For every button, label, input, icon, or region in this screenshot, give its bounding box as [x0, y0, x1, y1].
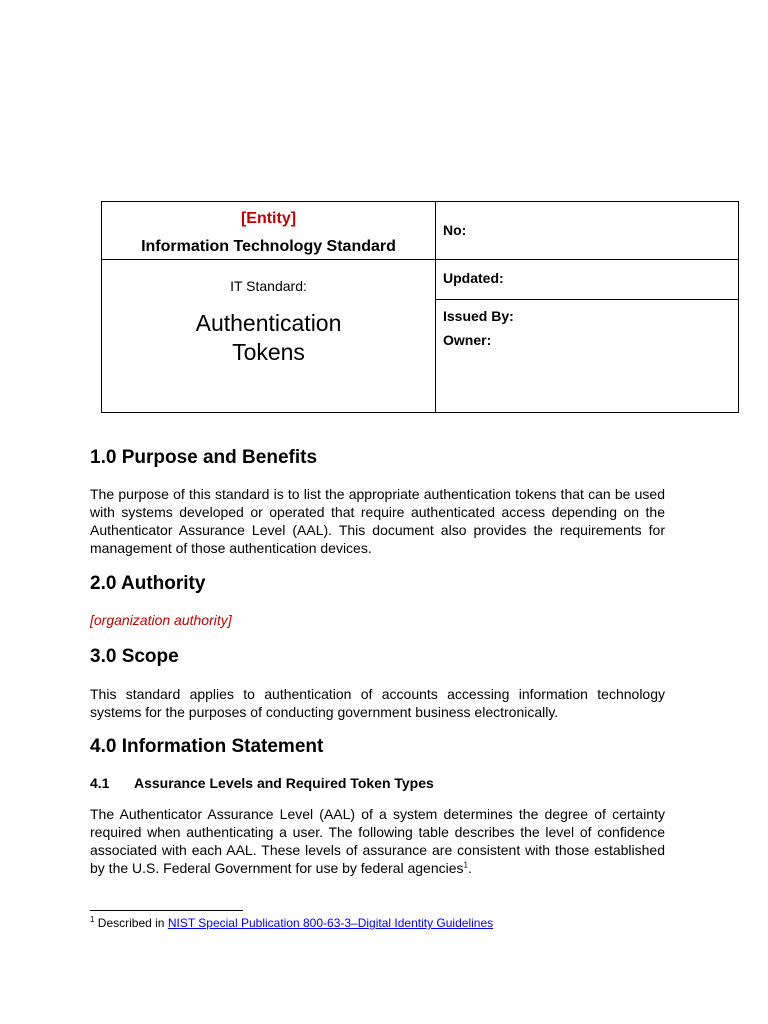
footnote [90, 915, 493, 931]
section-1-body: The purpose of this standard is to list the appropriate authentication tokens that can be used with systems developed or operated that require authenticated access depending on the Authenticator Assurance Level (AAL). This document also provides the requirements for management of those authentication devices. [90, 486, 665, 556]
entity-placeholder: [Entity] [240, 210, 297, 227]
no-label: No: [443, 222, 467, 238]
document-title [102, 309, 435, 367]
section-1-heading: 1.0 Purpose and Benefits [90, 447, 318, 468]
header-updated-cell [436, 260, 739, 300]
footnote-prefix: Described in [94, 916, 168, 930]
nist-publication-link[interactable]: NIST Special Publication 800-63-3–Digital Identity Guidelines [167, 916, 494, 930]
subsection-4-1-heading [90, 774, 434, 792]
header-row-2 [102, 260, 739, 300]
header-no-cell [436, 202, 739, 260]
document-title-line-1: Authentication [195, 310, 342, 336]
it-standard-text: IT Standard [230, 278, 303, 294]
section-2-heading: 2.0 Authority [90, 573, 206, 594]
subsection-number: 4.1 [90, 775, 110, 791]
footnote-marker: 1 [90, 915, 95, 924]
document-title-line-2: Tokens [232, 339, 305, 365]
section-4-body-end: . [467, 860, 472, 876]
section-4-heading: 4.0 Information Statement [90, 736, 324, 757]
header-table [101, 201, 739, 413]
section-3-heading: 3.0 Scope [90, 646, 179, 667]
section-4-body [90, 805, 665, 877]
section-2-body: [organization authority] [90, 612, 232, 628]
it-standard-colon: : [303, 278, 307, 294]
it-standard-label [102, 277, 435, 295]
header-entity-cell [102, 202, 436, 260]
standard-title: Information Technology Standard [141, 238, 396, 255]
section-3-body: This standard applies to authentication of accounts accessing information technology systems for the purposes of conducting government business electronically. [90, 686, 665, 720]
header-row-1 [102, 202, 739, 260]
owner-label: Owner: [443, 332, 492, 348]
section-4-body-text: The Authenticator Assurance Level (AAL) of a system determines the degree of certainty required when authenticating a user. The following table describes the level of confidence associated with each AAL. These levels of assurance are consistent with those established by the U.S. Federal Government for use by federal agencies [90, 806, 665, 876]
header-title-cell [102, 260, 436, 413]
footnote-reference[interactable]: 1 [463, 860, 468, 870]
updated-label: Updated: [443, 270, 504, 286]
subsection-title: Assurance Levels and Required Token Types [134, 775, 434, 791]
header-issued-cell [436, 300, 739, 413]
issued-by-label: Issued By: [443, 308, 514, 324]
footnote-separator [90, 910, 243, 911]
